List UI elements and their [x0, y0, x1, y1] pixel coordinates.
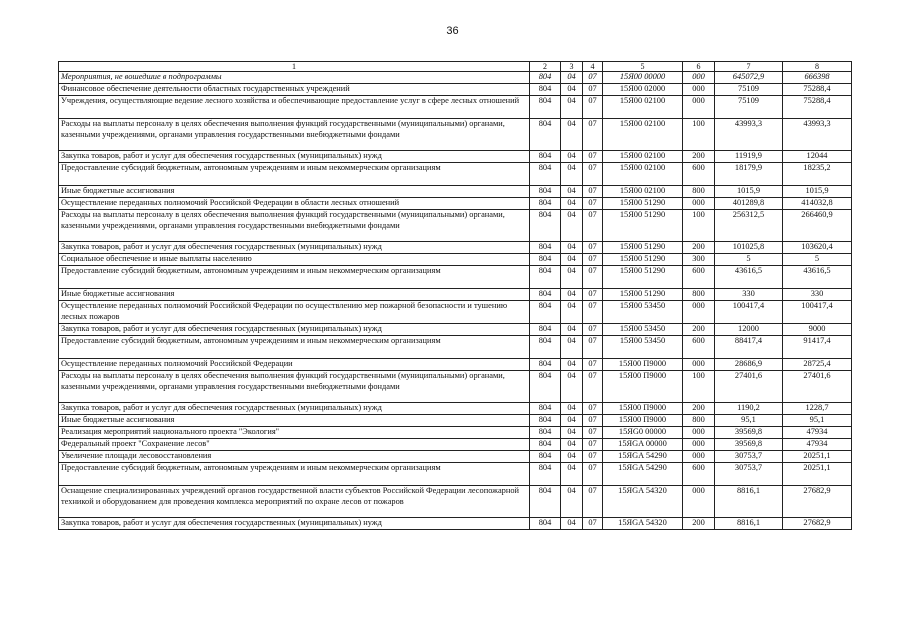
expense-type-cell: 000: [683, 72, 715, 84]
section-code-cell: 04: [561, 336, 583, 359]
subsection-code-cell: 07: [583, 324, 603, 336]
section-code-cell: 04: [561, 463, 583, 486]
subsection-code-cell: 07: [583, 439, 603, 451]
amount-year-2-cell: 91417,4: [783, 336, 852, 359]
subsection-code-cell: 07: [583, 336, 603, 359]
target-article-cell: 15Я00 02100: [603, 163, 683, 186]
target-article-cell: 15Я00 02100: [603, 96, 683, 119]
section-code-cell: 04: [561, 242, 583, 254]
amount-year-1-cell: 18179,9: [715, 163, 783, 186]
target-article-cell: 15ЯGA 54320: [603, 518, 683, 530]
ministry-code-cell: 804: [530, 486, 561, 518]
table-row: [59, 151, 852, 163]
table-row: [59, 72, 852, 84]
subsection-code-cell: 07: [583, 84, 603, 96]
expense-name-cell: Оснащение специализированных учреждений органов государственной власти субъектов Российской Федерации лесопожарной техникой и оборудованием для проведения комплекса мероприятий по охране лесов от пожаров: [59, 486, 530, 518]
expense-name-cell: Финансовое обеспечение деятельности областных государственных учреждений: [59, 84, 530, 96]
expense-name-cell: Учреждения, осуществляющие ведение лесного хозяйства и обеспечивающие предоставление услуг в сфере лесных отношений: [59, 96, 530, 119]
expense-type-cell: 800: [683, 186, 715, 198]
table-row: [59, 96, 852, 119]
expense-type-cell: 000: [683, 439, 715, 451]
amount-year-1-cell: 401289,8: [715, 198, 783, 210]
section-code-cell: 04: [561, 210, 583, 242]
amount-year-2-cell: 1228,7: [783, 403, 852, 415]
amount-year-2-cell: 18235,2: [783, 163, 852, 186]
expense-type-cell: 200: [683, 518, 715, 530]
ministry-code-cell: 804: [530, 359, 561, 371]
expense-name-cell: Реализация мероприятий национального проекта "Экология": [59, 427, 530, 439]
section-code-cell: 04: [561, 266, 583, 289]
expense-type-cell: 200: [683, 242, 715, 254]
table-row: [59, 163, 852, 186]
expense-name-cell: Закупка товаров, работ и услуг для обеспечения государственных (муниципальных) нужд: [59, 403, 530, 415]
subsection-code-cell: 07: [583, 210, 603, 242]
subsection-code-cell: 07: [583, 463, 603, 486]
amount-year-1-cell: 12000: [715, 324, 783, 336]
expense-name-cell: Расходы на выплаты персоналу в целях обеспечения выполнения функций государственными (муниципальными) органами, казенными учреждениями, органами управления государственными внебюджетными фондами: [59, 119, 530, 151]
table-row: [59, 210, 852, 242]
expense-name-cell: Закупка товаров, работ и услуг для обеспечения государственных (муниципальных) нужд: [59, 151, 530, 163]
table-row: [59, 439, 852, 451]
amount-year-1-cell: 75109: [715, 96, 783, 119]
target-article-cell: 15Я00 П9000: [603, 359, 683, 371]
expense-type-cell: 000: [683, 486, 715, 518]
table-row: [59, 463, 852, 486]
ministry-code-cell: 804: [530, 210, 561, 242]
ministry-code-cell: 804: [530, 451, 561, 463]
expense-name-cell: Предоставление субсидий бюджетным, автономным учреждениям и иным некоммерческим организациям: [59, 163, 530, 186]
target-article-cell: 15ЯG0 00000: [603, 427, 683, 439]
ministry-code-cell: 804: [530, 336, 561, 359]
amount-year-1-cell: 30753,7: [715, 463, 783, 486]
expense-name-cell: Расходы на выплаты персоналу в целях обеспечения выполнения функций государственными (муниципальными) органами, казенными учреждениями, органами управления государственными внебюджетными фондами: [59, 371, 530, 403]
amount-year-2-cell: 27682,9: [783, 486, 852, 518]
expense-type-cell: 600: [683, 266, 715, 289]
amount-year-1-cell: 1190,2: [715, 403, 783, 415]
subsection-code-cell: 07: [583, 198, 603, 210]
amount-year-2-cell: 330: [783, 289, 852, 301]
ministry-code-cell: 804: [530, 301, 561, 324]
table-row: [59, 518, 852, 530]
expense-type-cell: 000: [683, 198, 715, 210]
header-cell: 3: [561, 62, 583, 72]
amount-year-2-cell: 666398: [783, 72, 852, 84]
ministry-code-cell: 804: [530, 72, 561, 84]
section-code-cell: 04: [561, 96, 583, 119]
table-header-row: [59, 62, 852, 72]
section-code-cell: 04: [561, 427, 583, 439]
header-cell: 6: [683, 62, 715, 72]
ministry-code-cell: 804: [530, 254, 561, 266]
table-row: [59, 324, 852, 336]
amount-year-1-cell: 30753,7: [715, 451, 783, 463]
subsection-code-cell: 07: [583, 119, 603, 151]
expense-name-cell: Иные бюджетные ассигнования: [59, 415, 530, 427]
table-row: [59, 403, 852, 415]
expense-type-cell: 800: [683, 415, 715, 427]
subsection-code-cell: 07: [583, 427, 603, 439]
subsection-code-cell: 07: [583, 403, 603, 415]
section-code-cell: 04: [561, 371, 583, 403]
amount-year-2-cell: 27682,9: [783, 518, 852, 530]
target-article-cell: 15Я00 53450: [603, 301, 683, 324]
subsection-code-cell: 07: [583, 359, 603, 371]
ministry-code-cell: 804: [530, 439, 561, 451]
subsection-code-cell: 07: [583, 186, 603, 198]
target-article-cell: 15Я00 00000: [603, 72, 683, 84]
expense-name-cell: Закупка товаров, работ и услуг для обеспечения государственных (муниципальных) нужд: [59, 324, 530, 336]
table-row: [59, 486, 852, 518]
subsection-code-cell: 07: [583, 151, 603, 163]
target-article-cell: 15Я00 51290: [603, 242, 683, 254]
amount-year-1-cell: 27401,6: [715, 371, 783, 403]
subsection-code-cell: 07: [583, 289, 603, 301]
amount-year-1-cell: 43616,5: [715, 266, 783, 289]
amount-year-1-cell: 95,1: [715, 415, 783, 427]
ministry-code-cell: 804: [530, 463, 561, 486]
table-row: [59, 301, 852, 324]
target-article-cell: 15Я00 02100: [603, 186, 683, 198]
expense-name-cell: Закупка товаров, работ и услуг для обеспечения государственных (муниципальных) нужд: [59, 242, 530, 254]
expense-type-cell: 200: [683, 403, 715, 415]
ministry-code-cell: 804: [530, 266, 561, 289]
ministry-code-cell: 804: [530, 242, 561, 254]
table-row: [59, 119, 852, 151]
ministry-code-cell: 804: [530, 119, 561, 151]
expense-name-cell: Увеличение площади лесовосстановления: [59, 451, 530, 463]
amount-year-1-cell: 330: [715, 289, 783, 301]
expense-name-cell: Предоставление субсидий бюджетным, автономным учреждениям и иным некоммерческим организациям: [59, 463, 530, 486]
header-cell: 7: [715, 62, 783, 72]
header-cell: 1: [59, 62, 530, 72]
table-row: [59, 266, 852, 289]
amount-year-1-cell: 39569,8: [715, 427, 783, 439]
target-article-cell: 15Я00 51290: [603, 266, 683, 289]
section-code-cell: 04: [561, 439, 583, 451]
amount-year-1-cell: 101025,8: [715, 242, 783, 254]
amount-year-1-cell: 256312,5: [715, 210, 783, 242]
expense-name-cell: Предоставление субсидий бюджетным, автономным учреждениям и иным некоммерческим организациям: [59, 266, 530, 289]
amount-year-1-cell: 75109: [715, 84, 783, 96]
expense-type-cell: 000: [683, 451, 715, 463]
amount-year-2-cell: 47934: [783, 427, 852, 439]
expense-name-cell: Иные бюджетные ассигнования: [59, 289, 530, 301]
expense-type-cell: 600: [683, 463, 715, 486]
subsection-code-cell: 07: [583, 72, 603, 84]
amount-year-2-cell: 266460,9: [783, 210, 852, 242]
budget-table: [58, 61, 852, 530]
expense-type-cell: 100: [683, 371, 715, 403]
subsection-code-cell: 07: [583, 415, 603, 427]
expense-type-cell: 100: [683, 119, 715, 151]
expense-type-cell: 200: [683, 151, 715, 163]
ministry-code-cell: 804: [530, 198, 561, 210]
subsection-code-cell: 07: [583, 301, 603, 324]
expense-type-cell: 000: [683, 359, 715, 371]
target-article-cell: 15Я00 02100: [603, 119, 683, 151]
ministry-code-cell: 804: [530, 151, 561, 163]
amount-year-2-cell: 100417,4: [783, 301, 852, 324]
header-cell: 4: [583, 62, 603, 72]
amount-year-2-cell: 27401,6: [783, 371, 852, 403]
expense-name-cell: Иные бюджетные ассигнования: [59, 186, 530, 198]
subsection-code-cell: 07: [583, 163, 603, 186]
target-article-cell: 15Я00 53450: [603, 336, 683, 359]
target-article-cell: 15ЯGA 00000: [603, 439, 683, 451]
table-row: [59, 415, 852, 427]
ministry-code-cell: 804: [530, 186, 561, 198]
target-article-cell: 15Я00 51290: [603, 289, 683, 301]
ministry-code-cell: 804: [530, 163, 561, 186]
table-row: [59, 427, 852, 439]
amount-year-2-cell: 5: [783, 254, 852, 266]
section-code-cell: 04: [561, 403, 583, 415]
subsection-code-cell: 07: [583, 254, 603, 266]
ministry-code-cell: 804: [530, 289, 561, 301]
target-article-cell: 15ЯGA 54290: [603, 451, 683, 463]
amount-year-1-cell: 88417,4: [715, 336, 783, 359]
section-code-cell: 04: [561, 289, 583, 301]
amount-year-2-cell: 43993,3: [783, 119, 852, 151]
expense-name-cell: Предоставление субсидий бюджетным, автономным учреждениям и иным некоммерческим организациям: [59, 336, 530, 359]
expense-type-cell: 000: [683, 96, 715, 119]
amount-year-1-cell: 8816,1: [715, 486, 783, 518]
amount-year-1-cell: 1015,9: [715, 186, 783, 198]
section-code-cell: 04: [561, 254, 583, 266]
target-article-cell: 15Я00 02100: [603, 151, 683, 163]
amount-year-2-cell: 47934: [783, 439, 852, 451]
subsection-code-cell: 07: [583, 242, 603, 254]
target-article-cell: 15ЯGA 54290: [603, 463, 683, 486]
target-article-cell: 15Я00 51290: [603, 210, 683, 242]
subsection-code-cell: 07: [583, 518, 603, 530]
table-row: [59, 242, 852, 254]
expense-name-cell: Осуществление переданных полномочий Российской Федерации: [59, 359, 530, 371]
table-row: [59, 289, 852, 301]
page-number: 36: [446, 25, 459, 37]
expense-name-cell: Федеральный проект "Сохранение лесов": [59, 439, 530, 451]
subsection-code-cell: 07: [583, 451, 603, 463]
table-row: [59, 359, 852, 371]
section-code-cell: 04: [561, 151, 583, 163]
table-row: [59, 198, 852, 210]
section-code-cell: 04: [561, 451, 583, 463]
ministry-code-cell: 804: [530, 518, 561, 530]
amount-year-2-cell: 20251,1: [783, 451, 852, 463]
expense-type-cell: 200: [683, 324, 715, 336]
amount-year-2-cell: 414032,8: [783, 198, 852, 210]
amount-year-2-cell: 75288,4: [783, 84, 852, 96]
amount-year-1-cell: 28686,9: [715, 359, 783, 371]
expense-name-cell: Расходы на выплаты персоналу в целях обеспечения выполнения функций государственными (муниципальными) органами, казенными учреждениями, органами управления государственными внебюджетными фондами: [59, 210, 530, 242]
expense-name-cell: Мероприятия, не вошедшие в подпрограммы: [59, 72, 530, 84]
expense-name-cell: Закупка товаров, работ и услуг для обеспечения государственных (муниципальных) нужд: [59, 518, 530, 530]
amount-year-2-cell: 43616,5: [783, 266, 852, 289]
target-article-cell: 15Я00 51290: [603, 254, 683, 266]
amount-year-2-cell: 95,1: [783, 415, 852, 427]
subsection-code-cell: 07: [583, 266, 603, 289]
amount-year-1-cell: 11919,9: [715, 151, 783, 163]
amount-year-1-cell: 8816,1: [715, 518, 783, 530]
expense-type-cell: 000: [683, 84, 715, 96]
amount-year-2-cell: 20251,1: [783, 463, 852, 486]
table-row: [59, 336, 852, 359]
subsection-code-cell: 07: [583, 96, 603, 119]
amount-year-2-cell: 28725,4: [783, 359, 852, 371]
ministry-code-cell: 804: [530, 324, 561, 336]
expense-type-cell: 600: [683, 336, 715, 359]
expense-name-cell: Осуществление переданных полномочий Российской Федерации в области лесных отношений: [59, 198, 530, 210]
amount-year-1-cell: 100417,4: [715, 301, 783, 324]
expense-type-cell: 100: [683, 210, 715, 242]
ministry-code-cell: 804: [530, 403, 561, 415]
expense-type-cell: 600: [683, 163, 715, 186]
ministry-code-cell: 804: [530, 84, 561, 96]
expense-name-cell: Осуществление переданных полномочий Российской Федерации по осуществлению мер пожарной безопасности и тушению лесных пожаров: [59, 301, 530, 324]
section-code-cell: 04: [561, 415, 583, 427]
table-row: [59, 186, 852, 198]
subsection-code-cell: 07: [583, 371, 603, 403]
table-row: [59, 371, 852, 403]
expense-type-cell: 800: [683, 289, 715, 301]
amount-year-1-cell: 5: [715, 254, 783, 266]
target-article-cell: 15Я00 02000: [603, 84, 683, 96]
section-code-cell: 04: [561, 198, 583, 210]
amount-year-2-cell: 9000: [783, 324, 852, 336]
header-cell: 5: [603, 62, 683, 72]
section-code-cell: 04: [561, 163, 583, 186]
section-code-cell: 04: [561, 186, 583, 198]
section-code-cell: 04: [561, 324, 583, 336]
section-code-cell: 04: [561, 84, 583, 96]
amount-year-2-cell: 12044: [783, 151, 852, 163]
target-article-cell: 15Я00 П9000: [603, 403, 683, 415]
section-code-cell: 04: [561, 72, 583, 84]
expense-name-cell: Социальное обеспечение и иные выплаты населению: [59, 254, 530, 266]
subsection-code-cell: 07: [583, 486, 603, 518]
header-cell: 2: [530, 62, 561, 72]
amount-year-1-cell: 645072,9: [715, 72, 783, 84]
amount-year-1-cell: 43993,3: [715, 119, 783, 151]
target-article-cell: 15ЯGA 54320: [603, 486, 683, 518]
ministry-code-cell: 804: [530, 427, 561, 439]
amount-year-2-cell: 75288,4: [783, 96, 852, 119]
section-code-cell: 04: [561, 359, 583, 371]
ministry-code-cell: 804: [530, 96, 561, 119]
amount-year-2-cell: 1015,9: [783, 186, 852, 198]
target-article-cell: 15Я00 П9000: [603, 371, 683, 403]
table-row: [59, 84, 852, 96]
target-article-cell: 15Я00 53450: [603, 324, 683, 336]
amount-year-2-cell: 103620,4: [783, 242, 852, 254]
section-code-cell: 04: [561, 301, 583, 324]
section-code-cell: 04: [561, 518, 583, 530]
table-row: [59, 254, 852, 266]
target-article-cell: 15Я00 51290: [603, 198, 683, 210]
ministry-code-cell: 804: [530, 371, 561, 403]
header-cell: 8: [783, 62, 852, 72]
ministry-code-cell: 804: [530, 415, 561, 427]
table-row: [59, 451, 852, 463]
section-code-cell: 04: [561, 119, 583, 151]
expense-type-cell: 000: [683, 427, 715, 439]
expense-type-cell: 300: [683, 254, 715, 266]
expense-type-cell: 000: [683, 301, 715, 324]
amount-year-1-cell: 39569,8: [715, 439, 783, 451]
target-article-cell: 15Я00 П9000: [603, 415, 683, 427]
section-code-cell: 04: [561, 486, 583, 518]
